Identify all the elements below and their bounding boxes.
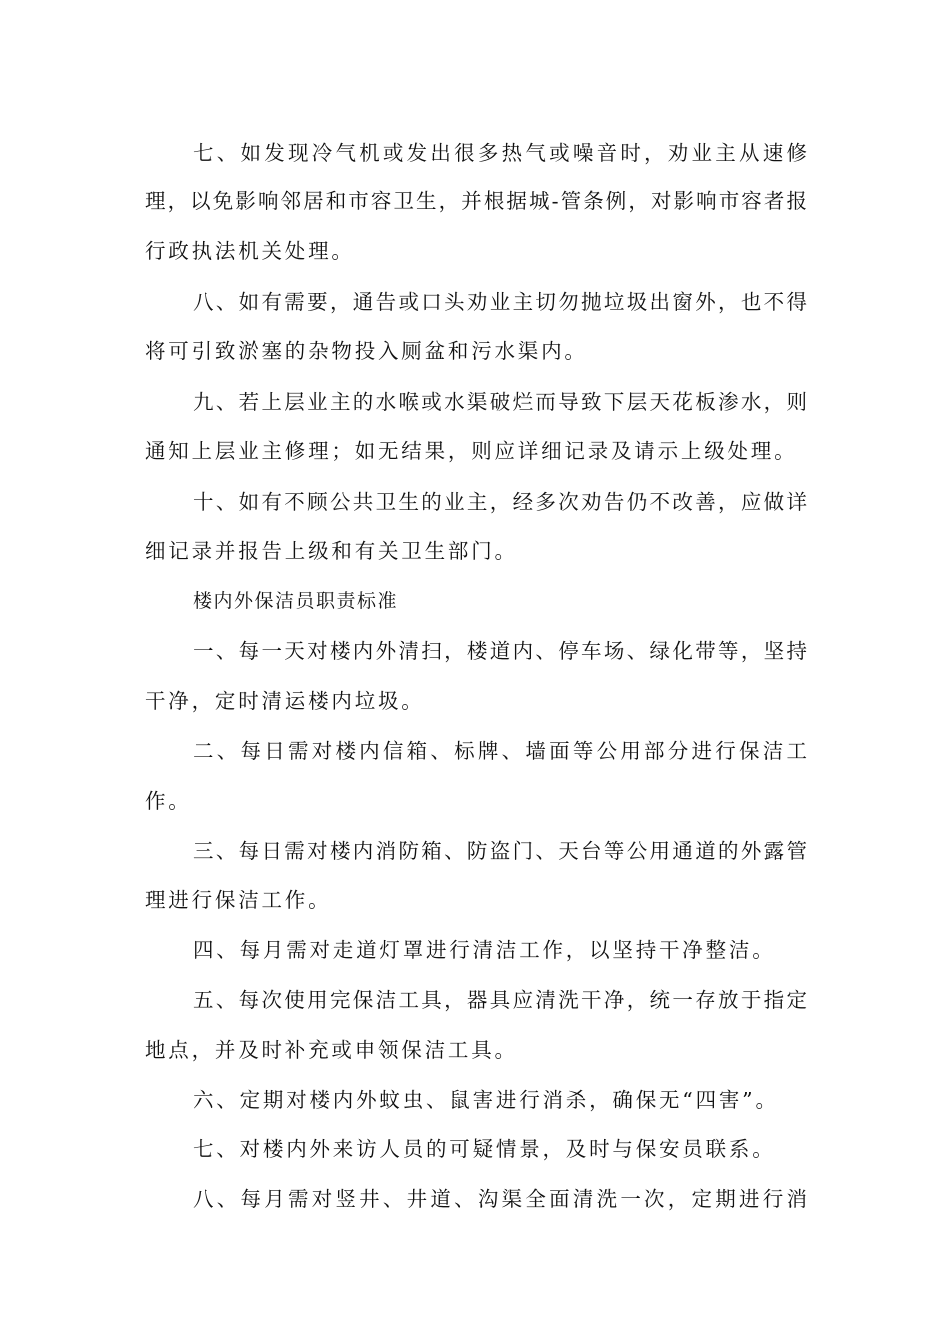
paragraph-line: 作。 [145,789,192,813]
paragraph-line: 三、每日需对楼内消防箱、防盗门、天台等公用通道的外露管 [193,839,807,863]
paragraph-line: 九、若上层业主的水喉或水渠破烂而导致下层天花板渗水，则 [193,390,807,414]
paragraph-line: 七、对楼内外来访人员的可疑情景，及时与保安员联系。 [193,1137,776,1161]
section-heading: 楼内外保洁员职责标准 [193,590,399,612]
paragraph-line: 细记录并报告上级和有关卫生部门。 [145,539,518,563]
paragraph-line: 一、每一天对楼内外清扫，楼道内、停车场、绿化带等，坚持 [193,639,807,663]
paragraph-line: 四、每月需对走道灯罩进行清洁工作，以坚持干净整洁。 [193,938,776,962]
paragraph-line: 干净，定时清运楼内垃圾。 [145,689,425,713]
paragraph-line: 二、每日需对楼内信箱、标牌、墙面等公用部分进行保洁工 [193,739,807,763]
paragraph-line: 将可引致淤塞的杂物投入厕盆和污水渠内。 [145,339,588,363]
paragraph-line: 行政执法机关处理。 [145,239,355,263]
paragraph-line: 七、如发现冷气机或发出很多热气或噪音时，劝业主从速修 [193,141,807,165]
paragraph-line: 地点，并及时补充或申领保洁工具。 [145,1038,518,1062]
paragraph-line: 通知上层业主修理；如无结果，则应详细记录及请示上级处理。 [145,439,798,463]
paragraph-line: 八、每月需对竖井、井道、沟渠全面清洗一次，定期进行消 [193,1187,807,1211]
paragraph-line: 八、如有需要，通告或口头劝业主切勿抛垃圾出窗外，也不得 [193,290,807,314]
paragraph-line: 理，以免影响邻居和市容卫生，并根据城-管条例，对影响市容者报 [145,189,807,213]
paragraph-line: 理进行保洁工作。 [145,888,332,912]
paragraph-line: 五、每次使用完保洁工具，器具应清洗干净，统一存放于指定 [193,988,807,1012]
paragraph-line: 六、定期对楼内外蚊虫、鼠害进行消杀，确保无“四害”。 [193,1088,779,1112]
paragraph-line: 十、如有不顾公共卫生的业主，经多次劝告仍不改善，应做详 [193,490,807,514]
